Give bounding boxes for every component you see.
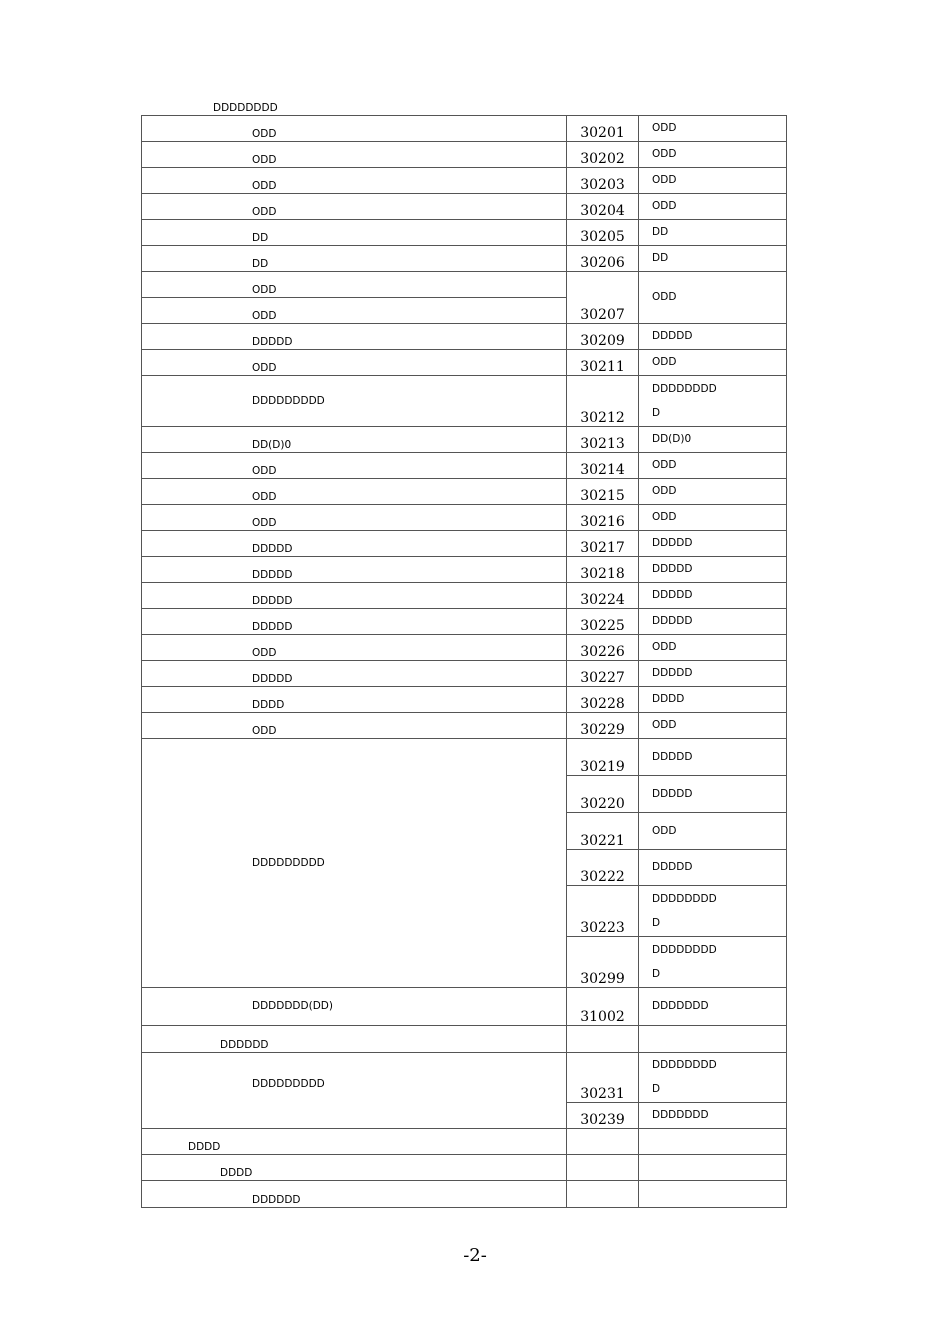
item-remark: DDDDD xyxy=(639,609,787,635)
item-name: DDDDD xyxy=(142,661,567,687)
item-code: 30207 xyxy=(567,272,639,324)
item-name: ODD xyxy=(142,168,567,194)
item-remark xyxy=(639,1026,787,1053)
table-row xyxy=(142,635,787,661)
item-remark: DDDD xyxy=(639,687,787,713)
item-remark: ODD xyxy=(639,350,787,376)
item-code: 30223 xyxy=(567,886,639,937)
item-name: DDDDDD xyxy=(142,1181,567,1208)
item-code: 30239 xyxy=(567,1103,639,1129)
item-remark: DDDDDDDDD xyxy=(639,1053,787,1103)
item-code: 30204 xyxy=(567,194,639,220)
table-row xyxy=(142,609,787,635)
item-remark: DDDDD xyxy=(639,557,787,583)
item-code: 31002 xyxy=(567,988,639,1026)
item-name: DDDD xyxy=(142,1129,567,1155)
item-name: ODD xyxy=(142,194,567,220)
item-code: 30211 xyxy=(567,350,639,376)
table-row xyxy=(142,324,787,350)
item-name: ODD xyxy=(142,479,567,505)
item-code: 30205 xyxy=(567,220,639,246)
table-row xyxy=(142,427,787,453)
table-row xyxy=(142,350,787,376)
table-row xyxy=(142,272,787,298)
item-remark: DDDDD xyxy=(639,583,787,609)
item-name: ODD xyxy=(142,713,567,739)
item-code: 30224 xyxy=(567,583,639,609)
table-row xyxy=(142,1053,787,1103)
item-remark: ODD xyxy=(639,116,787,142)
item-code xyxy=(567,1129,639,1155)
table-row xyxy=(142,583,787,609)
item-remark: ODD xyxy=(639,142,787,168)
item-code: 30231 xyxy=(567,1053,639,1103)
item-remark: DDDDD xyxy=(639,739,787,776)
item-name: DDDD xyxy=(142,1155,567,1181)
item-remark: ODD xyxy=(639,635,787,661)
item-name: DDDDDDDDD xyxy=(142,739,567,988)
item-name: DD xyxy=(142,246,567,272)
item-remark: ODD xyxy=(639,272,787,324)
table-row xyxy=(142,246,787,272)
item-remark xyxy=(639,1129,787,1155)
item-name: DDDDD xyxy=(142,324,567,350)
table-row xyxy=(142,505,787,531)
item-name: ODD xyxy=(142,350,567,376)
item-code: 30213 xyxy=(567,427,639,453)
item-code: 30226 xyxy=(567,635,639,661)
table-row xyxy=(142,168,787,194)
table-row xyxy=(142,557,787,583)
item-code xyxy=(567,1155,639,1181)
item-code: 30201 xyxy=(567,116,639,142)
table-row xyxy=(142,479,787,505)
table-row xyxy=(142,1026,787,1053)
table-row xyxy=(142,713,787,739)
item-remark: ODD xyxy=(639,479,787,505)
item-code: 30227 xyxy=(567,661,639,687)
item-code xyxy=(567,1181,639,1208)
item-remark: DDDDD xyxy=(639,661,787,687)
item-remark: DD xyxy=(639,246,787,272)
page-number: -2- xyxy=(463,1245,487,1266)
expense-code-table xyxy=(141,115,787,1208)
item-remark: DDDDDDD xyxy=(639,1103,787,1129)
item-name: DDDDDDD(DD) xyxy=(142,988,567,1026)
table-row xyxy=(142,739,787,776)
table-row xyxy=(142,220,787,246)
table-row xyxy=(142,1155,787,1181)
item-code: 30206 xyxy=(567,246,639,272)
item-remark: DDDDD xyxy=(639,776,787,813)
item-name: ODD xyxy=(142,453,567,479)
item-remark xyxy=(639,1155,787,1181)
item-remark: DDDDDDD xyxy=(639,988,787,1026)
item-remark: DDDDDDDDD xyxy=(639,886,787,937)
item-name: ODD xyxy=(142,142,567,168)
item-name: DDDDD xyxy=(142,531,567,557)
item-remark: DDDDDDDDD xyxy=(639,937,787,988)
item-name: DDDD xyxy=(142,687,567,713)
item-code: 30212 xyxy=(567,376,639,427)
item-code: 30219 xyxy=(567,739,639,776)
item-name: DDDDDD xyxy=(142,1026,567,1053)
item-code: 30209 xyxy=(567,324,639,350)
item-name: DDDDD xyxy=(142,609,567,635)
table-caption: DDDDDDDD xyxy=(213,102,278,114)
item-code: 30222 xyxy=(567,850,639,886)
item-remark: DD xyxy=(639,220,787,246)
item-name: DD(D)0 xyxy=(142,427,567,453)
item-code: 30217 xyxy=(567,531,639,557)
table-row xyxy=(142,453,787,479)
item-name: ODD xyxy=(142,635,567,661)
item-remark: ODD xyxy=(639,194,787,220)
item-remark: ODD xyxy=(639,168,787,194)
item-code: 30215 xyxy=(567,479,639,505)
item-remark xyxy=(639,1181,787,1208)
item-remark: DDDDDDDDD xyxy=(639,376,787,427)
item-remark: ODD xyxy=(639,505,787,531)
table-row xyxy=(142,116,787,142)
item-name: ODD xyxy=(142,505,567,531)
item-code: 30225 xyxy=(567,609,639,635)
item-remark: DDDDD xyxy=(639,531,787,557)
item-name: DDDDD xyxy=(142,557,567,583)
item-remark: ODD xyxy=(639,453,787,479)
item-remark: DD(D)0 xyxy=(639,427,787,453)
item-remark: ODD xyxy=(639,813,787,850)
item-code: 30228 xyxy=(567,687,639,713)
table-row xyxy=(142,687,787,713)
item-name: ODD xyxy=(142,272,567,298)
item-name: ODD xyxy=(142,116,567,142)
table-row xyxy=(142,142,787,168)
item-code: 30218 xyxy=(567,557,639,583)
item-code: 30229 xyxy=(567,713,639,739)
item-name: DDDDDDDDD xyxy=(142,376,567,427)
item-remark: DDDDD xyxy=(639,850,787,886)
item-name: DDDDD xyxy=(142,583,567,609)
item-code: 30202 xyxy=(567,142,639,168)
item-remark: ODD xyxy=(639,713,787,739)
item-code: 30216 xyxy=(567,505,639,531)
table-row xyxy=(142,194,787,220)
item-code xyxy=(567,1026,639,1053)
item-code: 30214 xyxy=(567,453,639,479)
item-name: DDDDDDDDD xyxy=(142,1053,567,1129)
table-row xyxy=(142,661,787,687)
item-code: 30203 xyxy=(567,168,639,194)
item-code: 30299 xyxy=(567,937,639,988)
item-code: 30221 xyxy=(567,813,639,850)
table-row xyxy=(142,376,787,427)
table-row xyxy=(142,531,787,557)
item-name: DD xyxy=(142,220,567,246)
item-code: 30220 xyxy=(567,776,639,813)
table-row xyxy=(142,988,787,1026)
item-remark: DDDDD xyxy=(639,324,787,350)
table-row xyxy=(142,1129,787,1155)
item-name: ODD xyxy=(142,298,567,324)
table-row xyxy=(142,1181,787,1208)
